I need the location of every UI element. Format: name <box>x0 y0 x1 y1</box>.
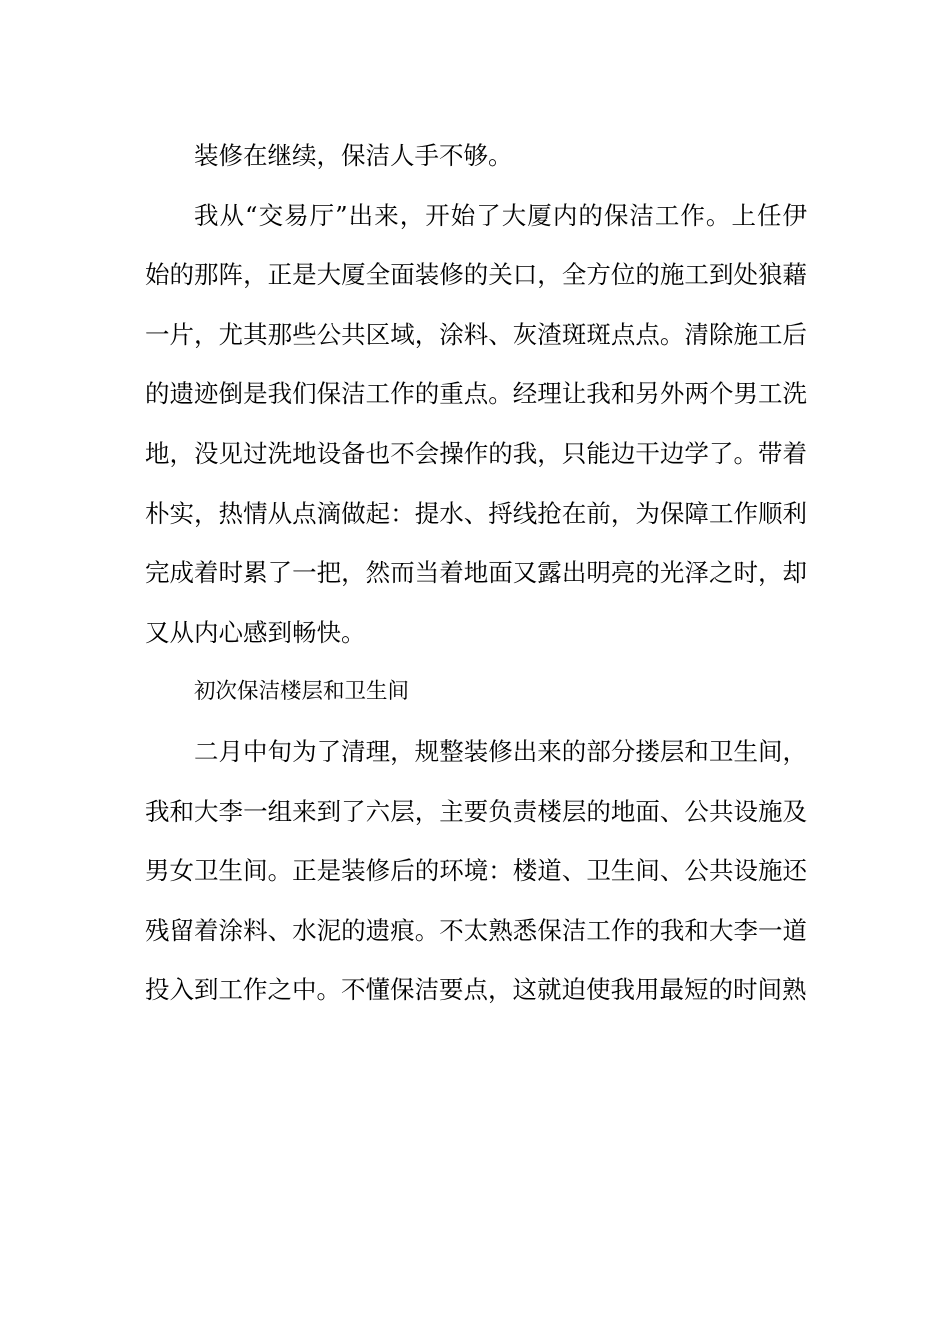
paragraph-sixth-floor: 二月中旬为了清理，规整装修出来的部分搂层和卫生间，我和大李一组来到了六层，主要负责楼层的地面、公共设施及男女卫生间。正是装修后的环境：楼道、卫生间、公共设施还残留着涂料、水泥的遗痕。不太熟悉保洁工作的我和大李一道投入到工作之中。不懂保洁要点，这就迫使我用最短的时间熟 <box>145 736 807 1005</box>
section-heading: 初次保洁楼层和卫生间 <box>194 679 410 705</box>
paragraph-intro: 装修在继续，保洁人手不够。 <box>194 141 513 170</box>
document-body <box>145 126 807 1020</box>
paragraph-cleaning-work: 我从“交易厅”出来，开始了大厦内的保洁工作。上任伊始的那阵，正是大厦全面装修的关口，全方位的施工到处狼藉一片，尤其那些公共区域，涂料、灰渣斑斑点点。清除施工后的遗迹倒是我们保洁工作的重点。经理让我和另外两个男工洗地，没见过洗地设备也不会操作的我，只能边干边学了。带着朴实，热情从点滴做起：提水、捋线抢在前，为保障工作顺利完成着时累了一把，然而当着地面又露出明亮的光泽之时，却又从内心感到畅快。 <box>145 200 807 647</box>
